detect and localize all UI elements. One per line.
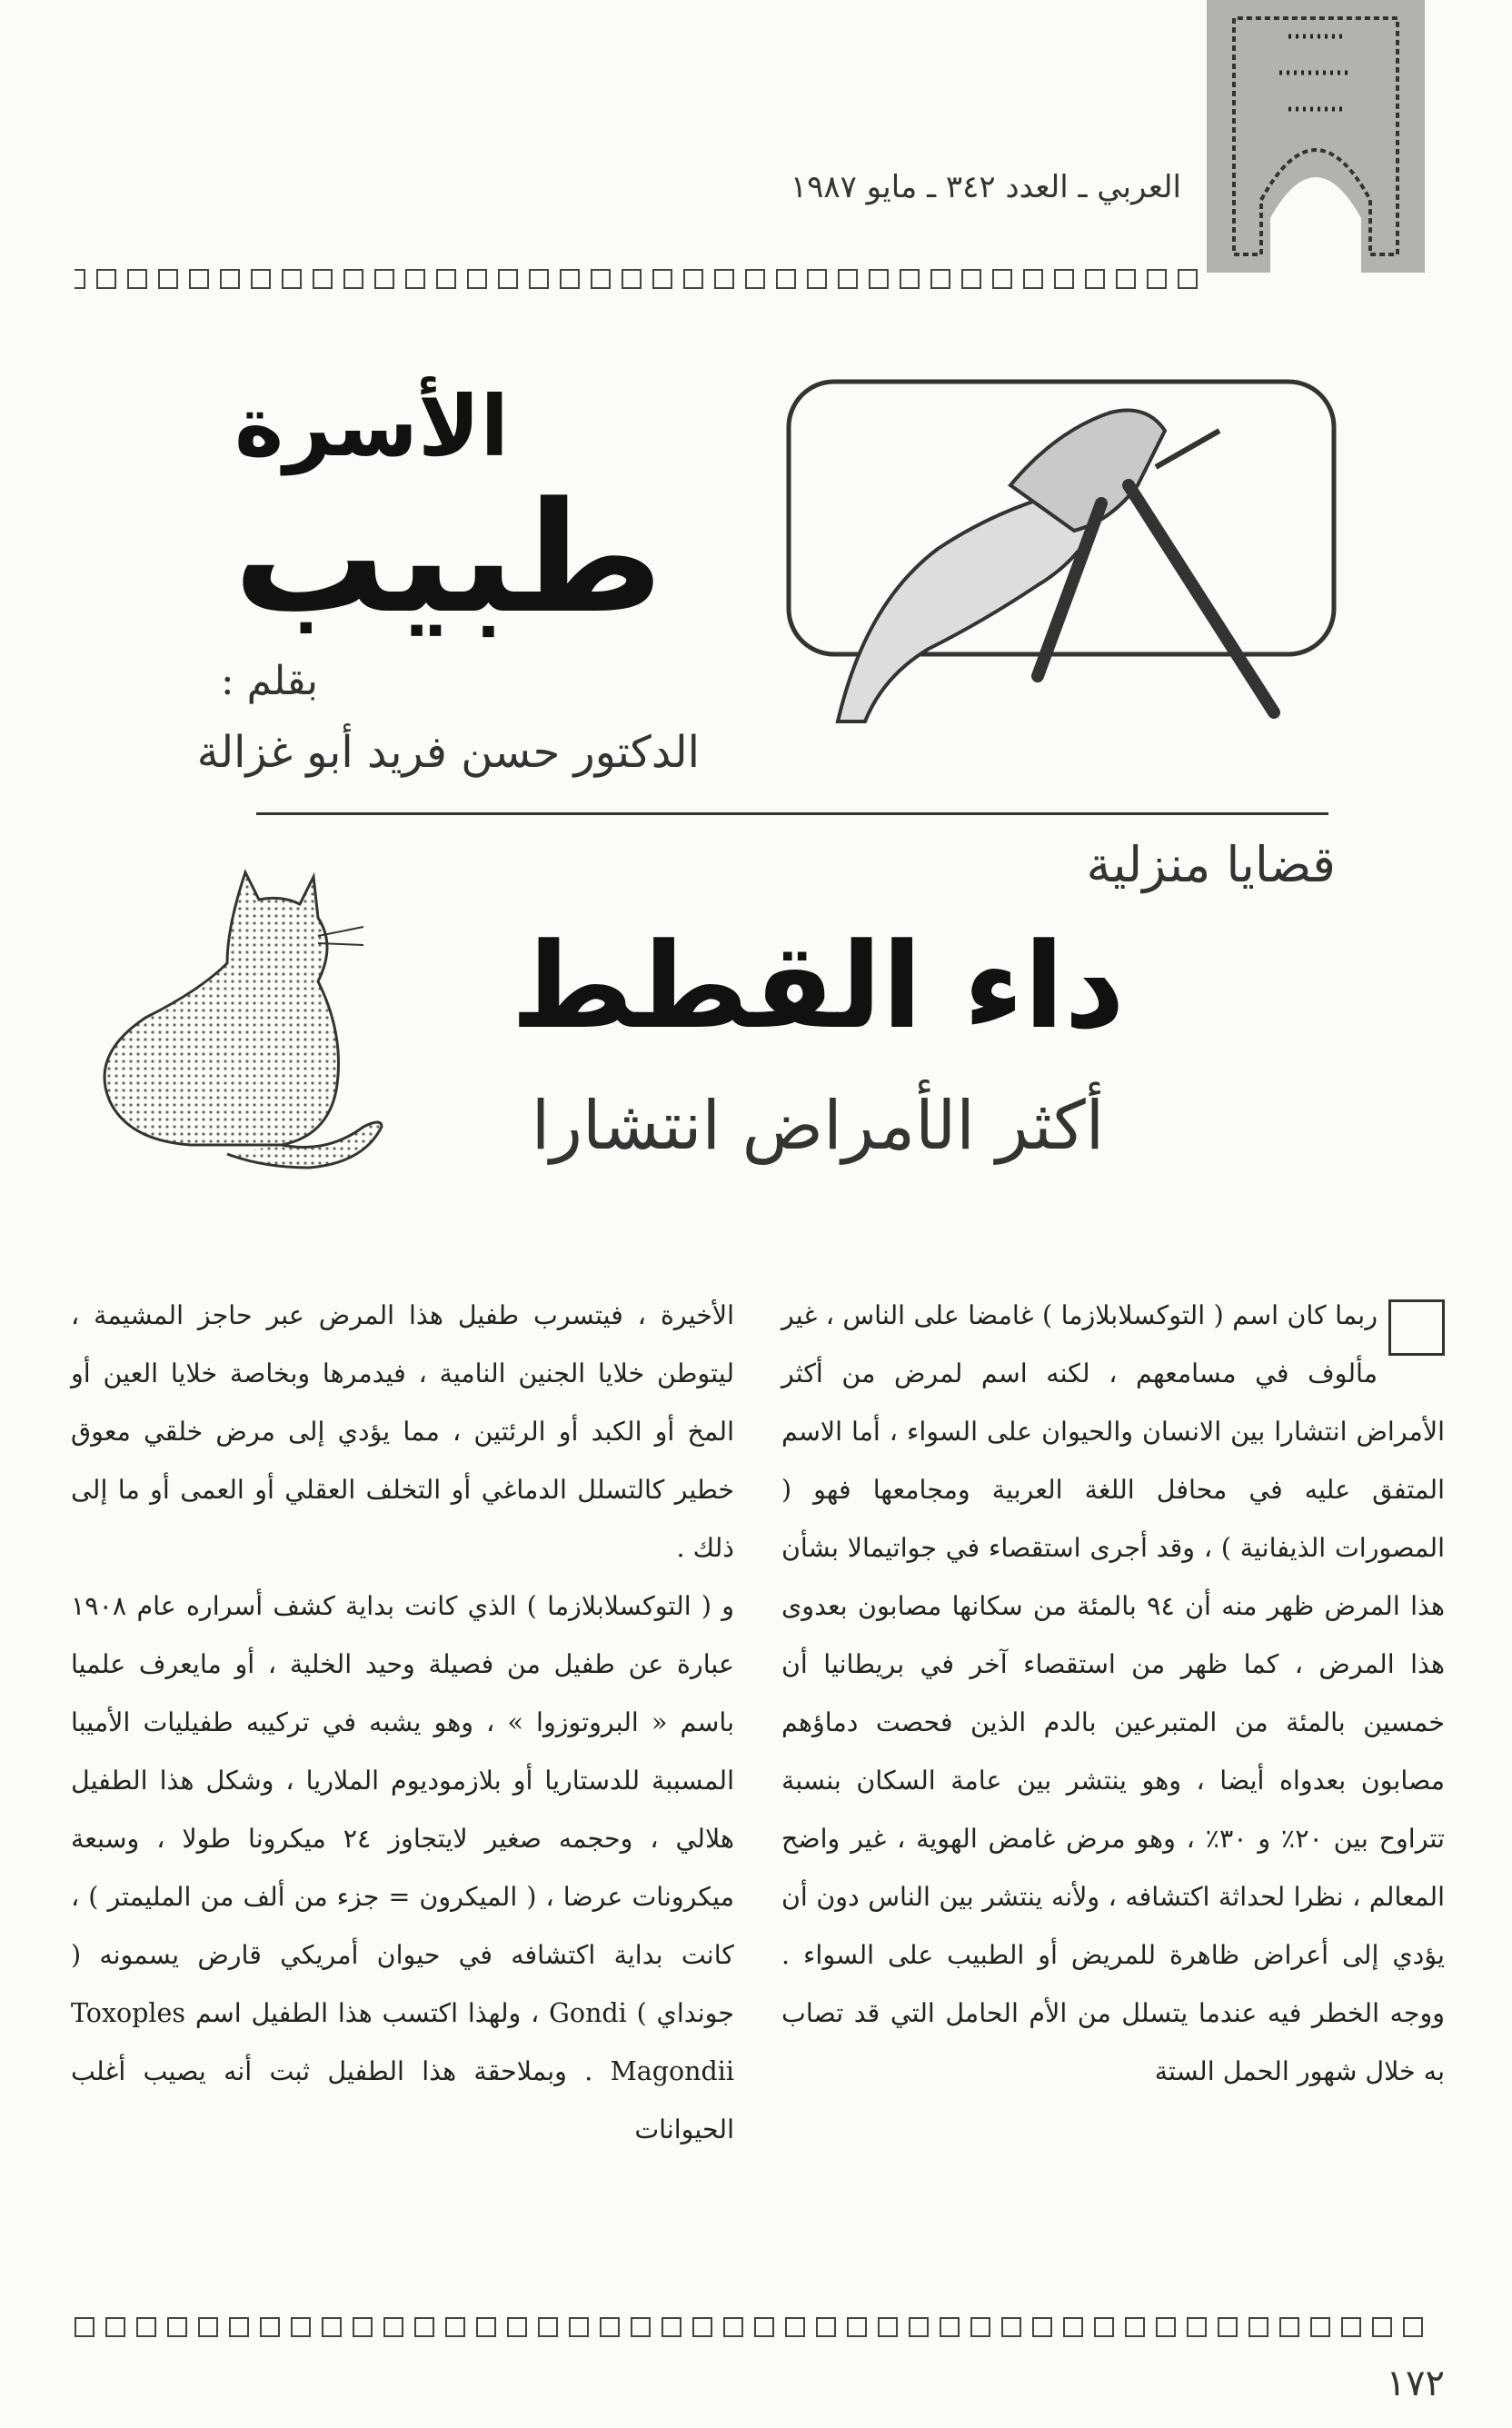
border-square — [1279, 2317, 1299, 2337]
decorative-ornament — [1198, 0, 1434, 291]
border-square — [498, 269, 518, 289]
border-square — [529, 269, 549, 289]
border-square — [1147, 269, 1167, 289]
body-paragraph: و ( التوكسلابلازما ) الذي كانت بداية كشف أسراره عام ١٩٠٨ عبارة عن طفيل من فصيلة وحيد الخلية ، أو مايعرف علميا باسم « البروتوزوا » ، وهو يشبه في تركيبه طفيليات الأميبا المسببة للدستاريا أو بلازموديوم الملاريا ، وشكل هذا الطفيل هلالي ، وحجمه صغير لايتجاوز ٢٤ ميكرونا طولا ، وسبعة ميكرونات عرضا ، ( الميكرون = جزء من ألف من المليمتر ) ، كانت بداية اكتشافه في حيوان أمريكي قارض يسمونه ( جونداي ) Gondi ، ولهذا اكتسب هذا الطفيل اسم Toxoples Magondii . وبملاحقة هذا الطفيل ثبت أنه يصيب أغلب الحيوانات — [71, 1591, 735, 2144]
border-square — [383, 2317, 403, 2337]
column-logo-top: الأسرة — [234, 378, 509, 475]
border-square — [476, 2317, 496, 2337]
border-square — [754, 2317, 774, 2337]
border-square — [622, 269, 642, 289]
border-square — [714, 269, 734, 289]
border-square — [105, 2317, 125, 2337]
border-square — [745, 269, 765, 289]
border-square — [1054, 269, 1074, 289]
border-square — [538, 2317, 558, 2337]
decorative-border-bottom — [75, 2317, 1447, 2341]
border-square — [992, 269, 1012, 289]
series-title: قضايا منزلية — [1086, 836, 1336, 893]
border-square — [220, 269, 240, 289]
border-square — [900, 269, 920, 289]
border-square — [1372, 2317, 1392, 2337]
border-square — [1403, 2317, 1423, 2337]
border-square — [692, 2317, 712, 2337]
border-square — [961, 269, 981, 289]
cat-illustration — [91, 854, 391, 1190]
border-square — [467, 269, 487, 289]
author-name: الدكتور حسن فريد أبو غزالة — [196, 727, 700, 778]
border-square — [1218, 2317, 1238, 2337]
border-square — [313, 269, 333, 289]
border-square — [445, 2317, 465, 2337]
border-square — [374, 269, 394, 289]
border-square — [1125, 2317, 1145, 2337]
header-rule — [256, 812, 1328, 815]
border-square — [569, 2317, 589, 2337]
body-column-left — [71, 1287, 734, 2159]
border-square — [600, 2317, 620, 2337]
border-square — [1248, 2317, 1268, 2337]
border-square — [847, 2317, 867, 2337]
decorative-border-top — [75, 269, 1198, 293]
border-square — [1310, 2317, 1330, 2337]
border-square — [96, 269, 116, 289]
border-square — [1187, 2317, 1207, 2337]
article-subheadline: أكثر الأمراض انتشارا — [531, 1087, 1105, 1165]
border-square — [353, 2317, 373, 2337]
hand-crutch-illustration — [783, 376, 1339, 740]
border-square — [591, 269, 611, 289]
page-number: ١٧٢ — [1386, 2363, 1445, 2404]
initial-ornament-icon — [1388, 1299, 1445, 1356]
border-square — [807, 269, 827, 289]
border-square — [436, 269, 456, 289]
border-square — [776, 269, 796, 289]
border-square — [631, 2317, 651, 2337]
border-square — [1023, 269, 1043, 289]
border-square — [785, 2317, 805, 2337]
border-square — [1341, 2317, 1361, 2337]
border-square — [816, 2317, 836, 2337]
border-square — [189, 269, 209, 289]
border-square — [229, 2317, 249, 2337]
border-square — [909, 2317, 929, 2337]
border-square — [662, 2317, 681, 2337]
border-square — [198, 2317, 218, 2337]
border-square — [158, 269, 178, 289]
border-square — [507, 2317, 527, 2337]
border-square — [652, 269, 672, 289]
border-square — [1063, 2317, 1083, 2337]
border-square — [1116, 269, 1136, 289]
border-square — [75, 269, 85, 289]
border-square — [414, 2317, 434, 2337]
column-logo-main: طبيب — [233, 469, 663, 647]
border-square — [1178, 269, 1198, 289]
border-square — [251, 269, 271, 289]
border-square — [322, 2317, 342, 2337]
border-square — [1085, 269, 1105, 289]
border-square — [136, 2317, 156, 2337]
border-square — [1032, 2317, 1052, 2337]
issue-source-line: العربي ـ العدد ٣٤٢ ـ مايو ١٩٨٧ — [790, 169, 1181, 205]
border-square — [75, 2317, 94, 2337]
border-square — [1156, 2317, 1176, 2337]
border-square — [930, 269, 950, 289]
border-square — [560, 269, 580, 289]
border-square — [282, 269, 302, 289]
border-square — [405, 269, 425, 289]
article-headline: داء القطط — [511, 917, 1125, 1055]
border-square — [167, 2317, 187, 2337]
border-square — [291, 2317, 311, 2337]
border-square — [683, 269, 703, 289]
border-square — [127, 269, 147, 289]
border-square — [940, 2317, 960, 2337]
border-square — [723, 2317, 743, 2337]
border-square — [838, 269, 858, 289]
body-paragraph: الأخيرة ، فيتسرب طفيل هذا المرض عبر حاجز المشيمة ، ليتوطن خلايا الجنين النامية ، فيدمرها وبخاصة خلايا العين أو المخ أو الكبد أو الرئتين ، مما يؤدي إلى مرض خلقي معوق خطير كالتسلل الدماغي أو التخلف العقلي أو العمى أو ما إلى ذلك . — [71, 1300, 734, 1563]
border-square — [1001, 2317, 1021, 2337]
border-square — [878, 2317, 898, 2337]
border-square — [343, 269, 363, 289]
body-column-right — [781, 1287, 1445, 2101]
border-square — [1094, 2317, 1114, 2337]
border-square — [970, 2317, 990, 2337]
body-paragraph: ربما كان اسم ( التوكسلابلازما ) غامضا على الناس ، غير مألوف في مسامعهم ، لكنه اسم لمرض من أكثر الأمراض انتشارا بين الانسان والحيوان على السواء ، أما الاسم المتفق عليه في محافل اللغة العربية ومجامعها فهو ( المصورات الذيفانية ) ، وقد أجرى استقصاء في جواتيمالا بشأن هذا المرض ظهر منه أن ٩٤ بالمئة من سكانها مصابون بعدوى هذا المرض ، كما ظهر من استقصاء آخر في بريطانيا أن خمسين بالمئة من المتبرعين بالدم الذين فحصت دماؤهم مصابون بعدواه أيضا ، وهو ينتشر بين عامة السكان بنسبة تتراوح بين ٢٠٪ و ٣٠٪ ، وهو مرض غامض الهوية ، غير واضح المعالم ، نظرا لحداثة اكتشافه ، ولأنه ينتشر بين الناس دون أن يؤدي إلى أعراض ظاهرة للمريض أو الطبيب على السواء . ووجه الخطر فيه عندما يتسلل من الأم الحامل التي قد تصاب به خلال شهور الحمل الستة — [781, 1300, 1445, 2086]
byline-label: بقلم : — [220, 658, 318, 704]
border-square — [260, 2317, 280, 2337]
border-square — [869, 269, 889, 289]
